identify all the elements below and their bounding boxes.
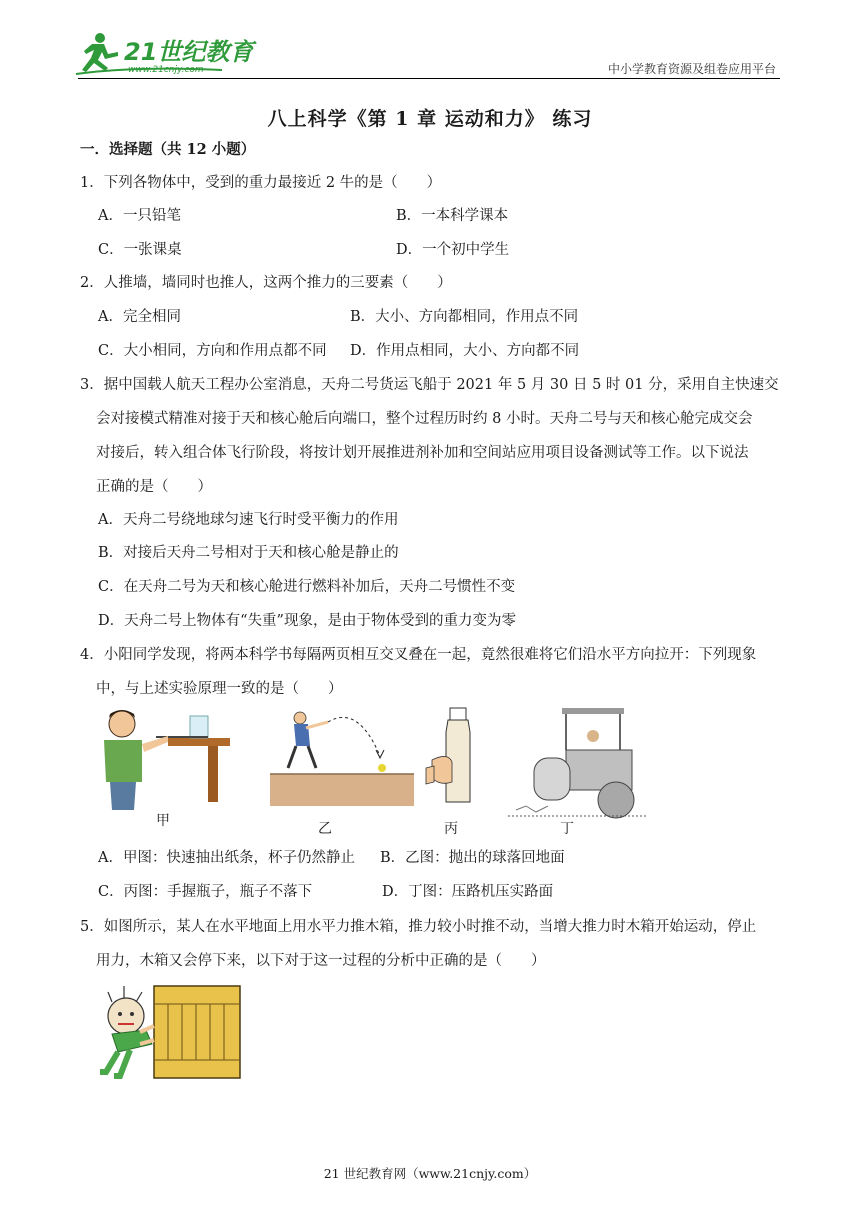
image-label-ding: 丁: [560, 821, 574, 837]
q2-stem: 2．人推墙，墙同时也推人，这两个推力的三要素（ ）: [80, 275, 452, 291]
logo-text: 21世纪教育: [124, 38, 254, 66]
q1-option-a: A．一只铅笔: [98, 208, 181, 224]
q4-stem-line-2: 中，与上述实验原理一致的是（ ）: [96, 681, 343, 697]
q3-option-b: B．对接后天舟二号相对于天和核心舱是静止的: [98, 545, 399, 561]
q3-stem-line-2: 会对接模式精准对接于天和核心舱后向端口，整个过程历时约 8 小时。天舟二号与天和核心舱完成交会: [96, 411, 753, 427]
q2-option-b: B．大小、方向都相同，作用点不同: [350, 309, 579, 325]
q2-option-d: D．作用点相同，大小、方向都不同: [350, 343, 580, 359]
21cnjy-logo: [72, 30, 272, 76]
section-heading: 一．选择题（共 12 小题）: [80, 141, 256, 158]
platform-name: 中小学教育资源及组卷应用平台: [607, 62, 776, 76]
illustration-jia: [104, 710, 230, 810]
logo-url: www.21cnjy.com: [128, 65, 204, 75]
q4-option-c: C．丙图：手握瓶子，瓶子不落下: [98, 884, 313, 900]
page-title: 八上科学《第 1 章 运动和力》 练习: [267, 108, 593, 130]
illustration-ding: [508, 708, 646, 818]
q2-option-a: A．完全相同: [98, 309, 181, 325]
q2-option-c: C．大小相同，方向和作用点都不同: [98, 343, 327, 359]
q4-option-a: A．甲图：快速抽出纸条，杯子仍然静止: [98, 850, 355, 866]
image-label-jia: 甲: [156, 813, 170, 829]
image-label-bing: 丙: [444, 821, 458, 837]
q4-option-d: D．丁图：压路机压实路面: [382, 884, 554, 900]
q5-stem-line-1: 5．如图所示，某人在水平地面上用水平力推木箱，推力较小时推不动，当增大推力时木箱开始运动，停止: [80, 919, 757, 935]
q5-illustration-pushing-box: [96, 980, 246, 1084]
header-rule: [78, 78, 780, 79]
q3-option-d: D．天舟二号上物体有“失重”现象，是由于物体受到的重力变为零: [98, 613, 516, 629]
q5-stem-line-2: 用力，木箱又会停下来，以下对于这一过程的分析中正确的是（ ）: [96, 953, 546, 969]
q3-stem-line-3: 对接后，转入组合体飞行阶段，将按计划开展推进剂补加和空间站应用项目设备测试等工作。以下说法: [96, 445, 749, 461]
q3-option-a: A．天舟二号绕地球匀速飞行时受平衡力的作用: [98, 512, 399, 528]
q1-option-c: C．一张课桌: [98, 242, 182, 258]
q4-stem-line-1: 4．小阳同学发现，将两本科学书每隔两页相互交叉叠在一起，竟然很难将它们沿水平方向拉开：下列现象: [80, 647, 757, 663]
q3-option-c: C．在天舟二号为天和核心舱进行燃料补加后，天舟二号惯性不变: [98, 579, 516, 595]
q4-option-b: B．乙图：抛出的球落回地面: [380, 850, 565, 866]
illustration-yi: [270, 712, 414, 806]
q1-option-d: D．一个初中学生: [396, 242, 510, 258]
page-footer: 21 世纪教育网（www.21cnjy.com）: [323, 1166, 537, 1181]
q3-stem-line-1: 3．据中国载人航天工程办公室消息，天舟二号货运飞船于 2021 年 5 月 30 日 5 时 01 分，采用自主快速交: [80, 377, 779, 393]
q3-stem-line-4: 正确的是（ ）: [96, 479, 212, 495]
q1-option-b: B．一本科学课本: [396, 208, 509, 224]
image-label-yi: 乙: [318, 821, 332, 837]
q1-stem: 1．下列各物体中，受到的重力最接近 2 牛的是（ ）: [80, 175, 442, 191]
illustration-bing: [426, 708, 470, 802]
